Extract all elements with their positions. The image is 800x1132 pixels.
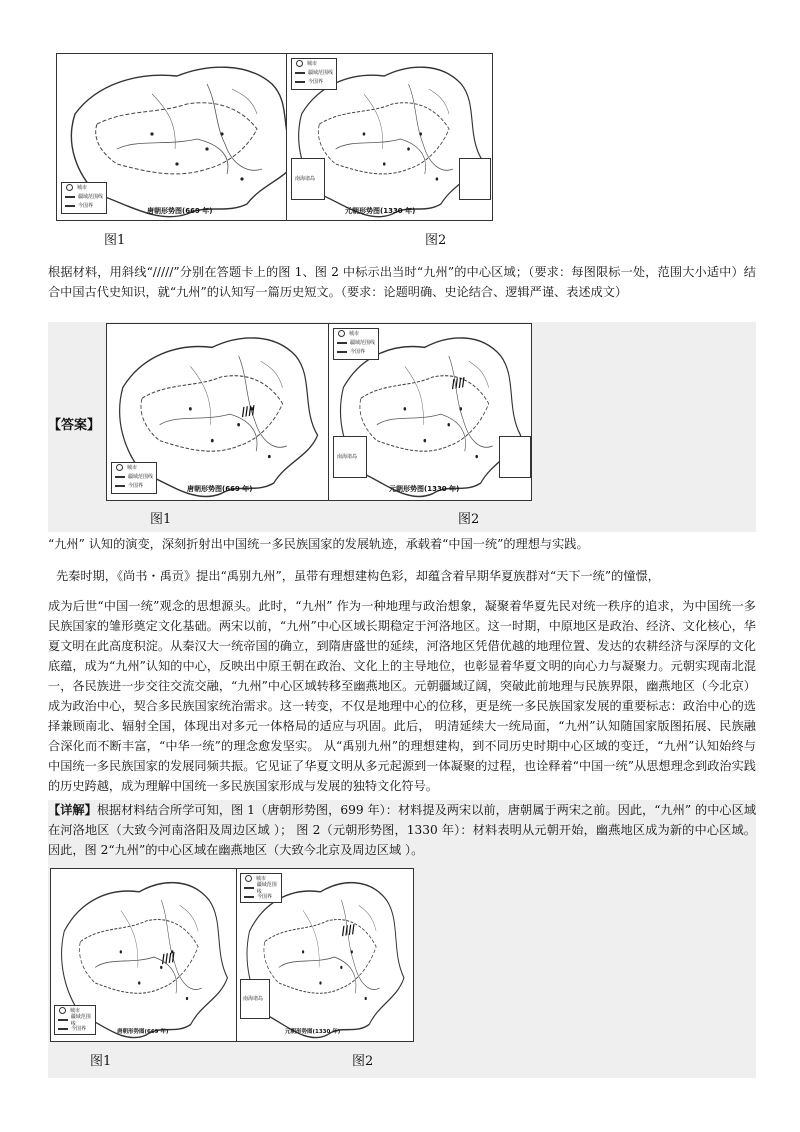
map-caption: 唐朝形势图(669 年) [117, 1029, 169, 1035]
question-text: 根据材料，用斜线“/////”分别在答题卡上的图 1、图 2 中标示出当时“九州”的中心区域；（要求：每图限标一处，范围大小适中）结合中国古代史知识，就“九州”的认知写一篇历史短文。（要求：论题明确、史论结合、逻辑严谨、表述成文） [48, 265, 756, 299]
map-legend: 城市 疆域范围线 今国界 [333, 328, 379, 360]
figure-2-label: 图2 [352, 1054, 374, 1069]
answer-paragraph-2: 先秦时期，《尚书・禹贡》提出“禹别九州”，虽带有理想建构色彩，却蕴含着早期华夏族群对“天下一统”的憧憬， [56, 569, 660, 583]
yuan-map-answer [328, 323, 532, 501]
figure-1-label: 图1 [90, 1054, 112, 1069]
map-caption: 元朝形势图(1330 年) [285, 1029, 341, 1035]
right-inset [459, 158, 491, 200]
map-caption: 唐朝形势图(669 年) [187, 485, 253, 493]
map-legend: 城市 疆域范围线 今国界 [111, 462, 157, 494]
answer-hatch-mark: //// [449, 374, 466, 392]
explanation-body: 根据材料结合所学可知，图 1（唐朝形势图，699 年）：材料提及两宋以前，唐朝属于两宋之前。因此，“九州” 的中心区域在河洛地区（大致今河南洛阳及周边区域 ）； 图 2（元朝形势图，1330 年）：材料表明从元朝开始，幽燕地区成为新的中心区域。因此，图 2“九州”的中心区域在幽燕地区（大致今北京及周边区域 ）。 [48, 803, 757, 857]
explanation-label: 【详解】 [48, 803, 97, 817]
map-legend: 城市 疆域范围线 今国界 [291, 58, 337, 90]
answer-paragraph-3: 成为后世“中国一统”观念的思想源头。此时，“九州” 作为一种地理与政治想象，凝聚着华夏先民对统一秩序的追求，为中国统一多民族国家的雏形奠定文化基础。两宋以前，“九州”中心区域长期稳定于河洛地区。这一时期，中原地区是政治、经济、文化核心，华夏文明在此高度积淀。从秦汉大一统帝国的确立，到隋唐盛世的延续，河洛地区凭借优越的地理位置、发达的农耕经济与深厚的文化底蕴，成为“九州”认知的中心，反映出中原王朝在政治、文化上的主导地位，也彰显着华夏文明的向心力与凝聚力。元朝实现南北混一，各民族进一步交往交流交融，“九州”中心区域转移至幽燕地区。元朝疆域辽阔，突破此前地理与民族界限，幽燕地区（今北京）成为政治中心，契合多民族国家统治需求。这一转变，不仅是地理中心的位移，更是统一多民族国家发展的重要标志：政治中心的选择兼顾南北、辐射全国，体现出对多元一体格局的适应与巩固。此后， 明清延续大一统局面，“九州”认知随国家版图拓展、民族融合深化而不断丰富，“中华一统”的理念愈发坚实。 从“禹别九州”的理想建构，到不同历史时期中心区域的变迁，“九州”认知始终与中国统一多民族国家的发展同频共振。它见证了华夏文明从多元起源到一体凝聚的过程，也诠释着“中国一统”从思想理念到政治实践的历史跨越，成为理解中国统一多民族国家形成与发展的独特文化符号。 [48, 599, 756, 793]
answer-hatch-mark: //// [239, 402, 256, 420]
tang-map-top [56, 53, 311, 221]
yuan-map-explanation [236, 868, 414, 1042]
map-legend: 城市 疆域范围线 今国界 [240, 873, 282, 903]
south-sea-inset: 南海诸岛 [291, 158, 325, 200]
yuan-map-top [286, 53, 493, 221]
tang-map-answer [106, 323, 330, 501]
figure-2-label: 图2 [425, 233, 447, 248]
map-caption: 元朝形势图(1330 年) [389, 485, 460, 493]
map-legend: 城市 疆域范围线 今国界 [61, 182, 107, 214]
map-caption: 元朝形势图(1330 年) [345, 207, 416, 215]
figure-2-label: 图2 [458, 512, 480, 527]
answer-hatch-mark: //// [159, 949, 176, 967]
answer-label: 【答案】 [48, 418, 101, 433]
right-inset [499, 436, 531, 478]
figure-1-label: 图1 [150, 512, 172, 527]
map-caption: 唐朝形势图(669 年) [147, 207, 213, 215]
answer-paragraph-1: “九州” 认知的演变，深刻折射出中国统一多民族国家的发展轨迹，承载着“中国一统”的理想与实践。 [48, 537, 589, 551]
answer-hatch-mark: //// [339, 921, 356, 939]
tang-map-explanation [50, 868, 238, 1042]
explanation-text [48, 800, 756, 860]
figure-1-label: 图1 [104, 233, 126, 248]
south-sea-inset: 南海诸岛 [333, 436, 367, 478]
south-sea-inset: 南海诸岛 [240, 979, 270, 1019]
map-legend: 城市 疆域范围线 今国界 [54, 1005, 96, 1035]
